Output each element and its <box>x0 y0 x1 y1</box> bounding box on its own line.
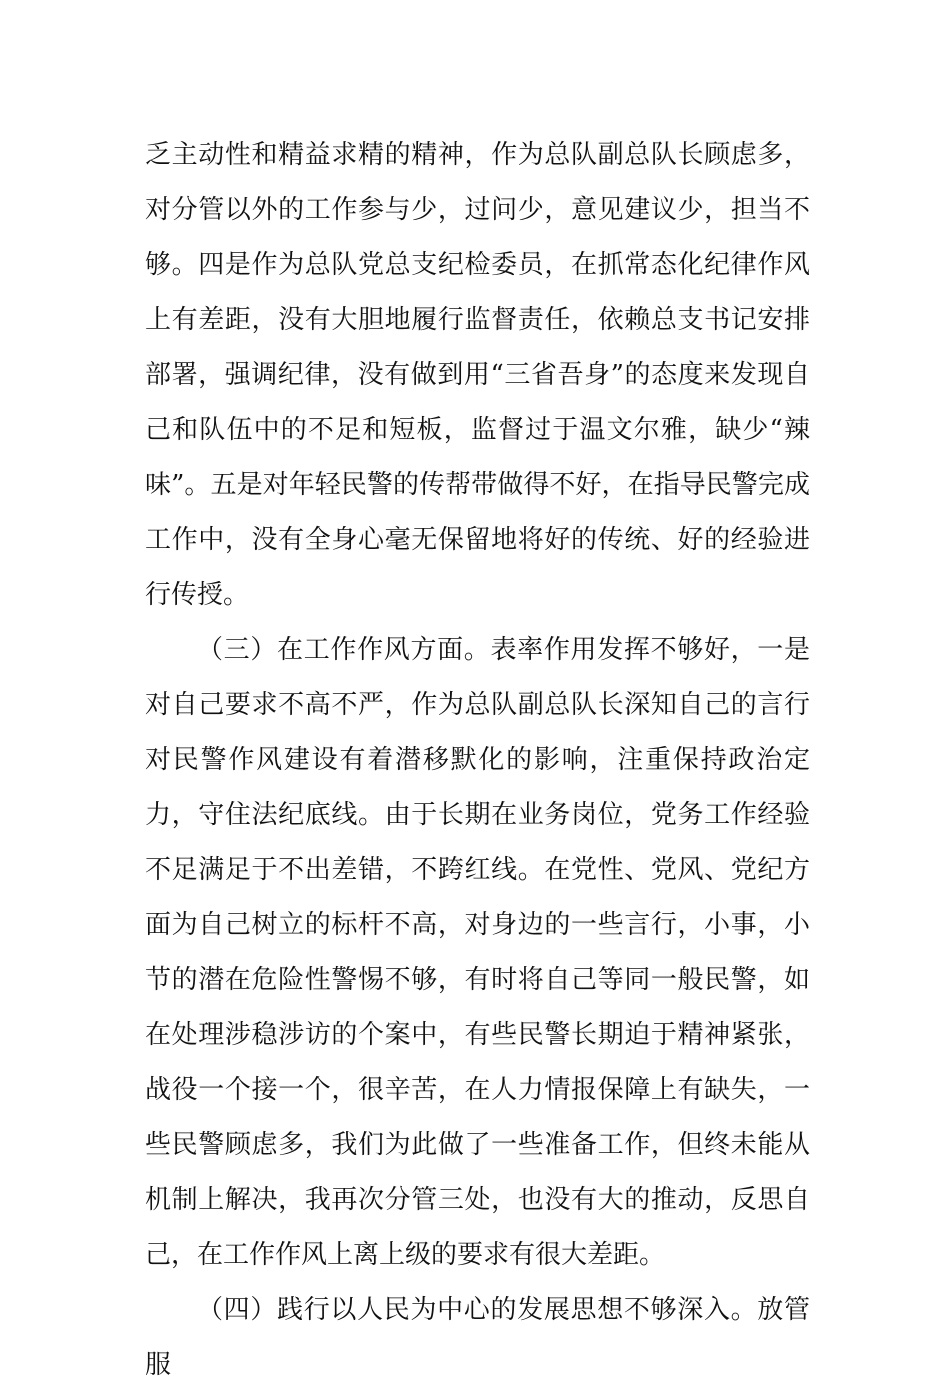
paragraph-section-4: （四）践行以人民为中心的发展思想不够深入。放管服 <box>145 1295 810 1380</box>
paragraph-continuation: 乏主动性和精益求精的精神，作为总队副总队长顾虑多，对分管以外的工作参与少，过问少，意见建议少，担当不够。四是作为总队党总支纪检委员，在抓常态化纪律作风上有差距，没有大胆地履行监督责任，依赖总支书记安排部署，强调纪律，没有做到用“三省吾身”的态度来发现自己和队伍中的不足和短板，监督过于温文尔雅，缺少“辣味”。五是对年轻民警的传帮带做得不好，在指导民警完成工作中，没有全身心毫无保留地将好的传统、好的经验进行传授。 <box>145 140 810 610</box>
document-body <box>145 128 810 1393</box>
paragraph-section-3: （三）在工作作风方面。表率作用发挥不够好，一是对自己要求不高不严，作为总队副总队长深知自己的言行对民警作风建设有着潜移默化的影响，注重保持政治定力，守住法纪底线。由于长期在业务岗位，党务工作经验不足满足于不出差错，不跨红线。在党性、党风、党纪方面为自己树立的标杆不高，对身边的一些言行，小事，小节的潜在危险性警惕不够，有时将自己等同一般民警，如在处理涉稳涉访的个案中，有些民警长期迫于精神紧张，战役一个接一个，很辛苦，在人力情报保障上有缺失，一些民警顾虑多，我们为此做了一些准备工作，但终未能从机制上解决，我再次分管三处，也没有大的推动，反思自己，在工作作风上离上级的要求有很大差距。 <box>145 635 810 1270</box>
